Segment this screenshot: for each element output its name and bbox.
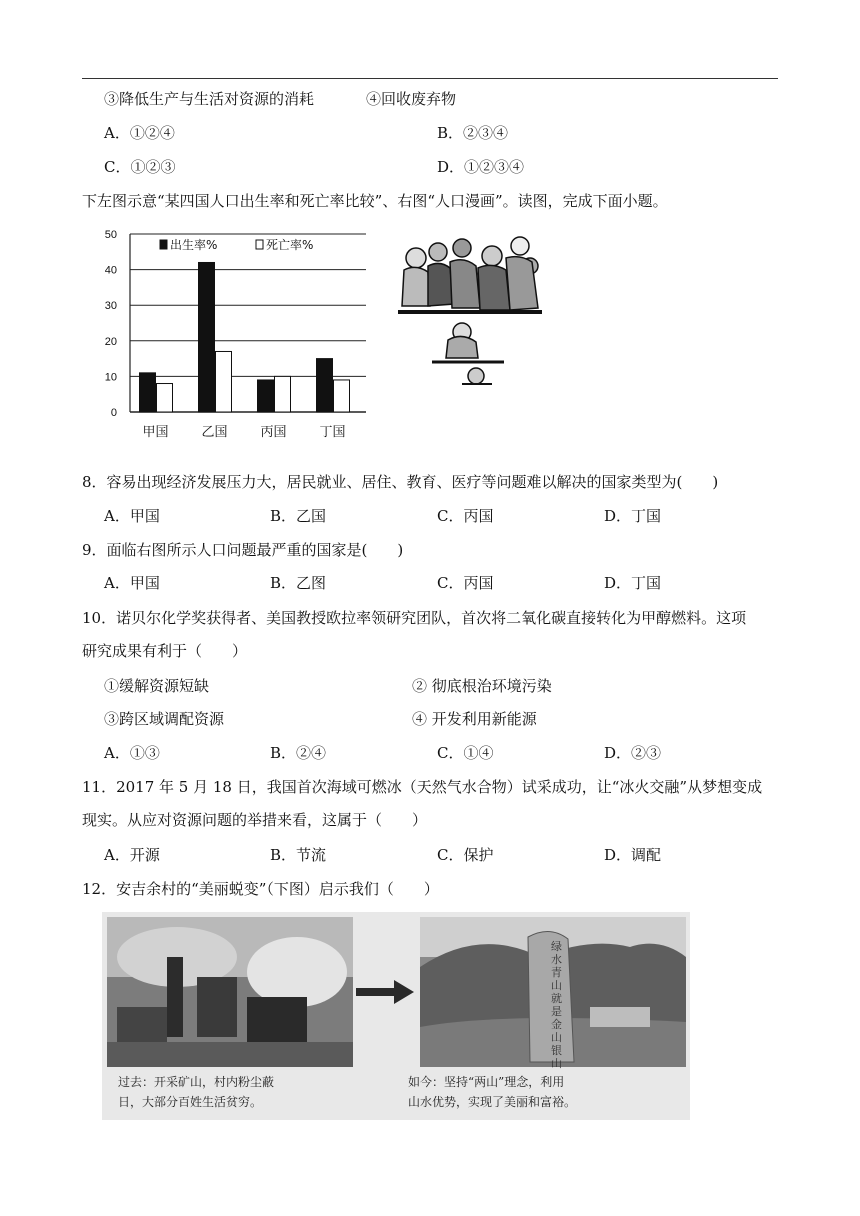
y-tick-label: 40 (104, 264, 117, 277)
caption-present-line2: 山水优势，实现了美丽和富裕。 (408, 1095, 577, 1109)
q11-stem-line1: 11．2017 年 5 月 18 日，我国首次海域可燃冰（天然气水合物）试采成功，让“冰火交融”从梦想变成 (82, 778, 763, 796)
y-tick-label: 0 (110, 407, 117, 419)
q11-option-b[interactable]: B．节流 (270, 846, 327, 864)
stone-inscription: 绿水青山就是金山银山 (551, 940, 562, 1070)
q11-stem-line2: 现实。从应对资源问题的举措来看，这属于（ ） (82, 811, 428, 829)
q12-stem: 12．安吉余村的“美丽蜕变”（下图）启示我们（ ） (82, 880, 439, 898)
arrow-right-icon (354, 978, 416, 1006)
x-tick-label: 丁国 (319, 425, 346, 440)
q7-item-3: ③降低生产与生活对资源的消耗 (104, 90, 315, 108)
bar-death-1 (216, 351, 232, 412)
q8-stem: 8．容易出现经济发展压力大，居民就业、居住、教育、医疗等问题难以解决的国家类型为( ) (82, 473, 719, 491)
q8-option-c[interactable]: C．丙国 (437, 507, 494, 525)
yucun-photo-panel (102, 912, 690, 1120)
legend-label: 死亡率% (266, 238, 314, 252)
bar-birth-1 (199, 262, 215, 412)
x-tick-label: 甲国 (142, 425, 169, 440)
q9-option-c[interactable]: C．丙国 (437, 574, 494, 592)
bar-birth-2 (258, 380, 274, 412)
q10-item-1: ①缓解资源短缺 (104, 677, 210, 695)
bar-birth-3 (317, 359, 333, 412)
q10-item-4: ④ 开发利用新能源 (412, 710, 537, 728)
q7-option-b[interactable]: B．②③④ (437, 124, 509, 142)
q8-option-d[interactable]: D．丁国 (604, 507, 662, 525)
q9-option-a[interactable]: A．甲国 (104, 574, 160, 592)
x-tick-label: 丙国 (260, 425, 287, 440)
q7-option-d[interactable]: D．①②③④ (437, 158, 525, 176)
header-rule (82, 78, 778, 79)
y-tick-label: 10 (104, 371, 117, 384)
caption-present-line1: 如今：坚持“两山”理念，利用 (408, 1075, 565, 1089)
legend-swatch (160, 240, 167, 249)
legend-swatch (256, 240, 263, 249)
q10-option-d[interactable]: D．②③ (604, 744, 662, 762)
bar-death-2 (275, 376, 291, 412)
q9-option-b[interactable]: B．乙图 (270, 574, 327, 592)
q7-item-4: ④回收废弃物 (366, 90, 457, 108)
q7-option-a[interactable]: A．①②④ (104, 124, 175, 142)
q10-option-b[interactable]: B．②④ (270, 744, 327, 762)
birth-death-rate-chart (96, 222, 376, 444)
q10-item-3: ③跨区域调配资源 (104, 710, 225, 728)
x-tick-label: 乙国 (201, 425, 228, 440)
legend-label: 出生率% (170, 238, 218, 252)
caption-past-line2: 日，大部分百姓生活贫穷。 (118, 1095, 263, 1109)
bar-birth-0 (140, 373, 156, 412)
caption-past-line1: 过去：开采矿山，村内粉尘蔽 (118, 1075, 275, 1089)
q10-option-a[interactable]: A．①③ (104, 744, 160, 762)
y-tick-label: 30 (104, 300, 117, 313)
q7-option-c[interactable]: C．①②③ (104, 158, 176, 176)
q8-option-b[interactable]: B．乙国 (270, 507, 327, 525)
q9-option-d[interactable]: D．丁国 (604, 574, 662, 592)
q11-option-d[interactable]: D．调配 (604, 846, 662, 864)
q8-option-a[interactable]: A．甲国 (104, 507, 160, 525)
mining-past-photo (107, 917, 353, 1067)
population-cartoon (392, 228, 548, 388)
intro-text: 下左图示意“某四国人口出生率和死亡率比较”、右图“人口漫画”。读图，完成下面小题。 (82, 192, 668, 210)
y-tick-label: 20 (104, 335, 117, 348)
q11-option-a[interactable]: A．开源 (104, 846, 160, 864)
q11-option-c[interactable]: C．保护 (437, 846, 494, 864)
q10-item-2: ② 彻底根治环境污染 (412, 677, 552, 695)
q10-stem-line2: 研究成果有利于（ ） (82, 642, 248, 660)
q9-stem: 9．面临右图所示人口问题最严重的国家是( ) (82, 541, 404, 559)
y-tick-label: 50 (104, 229, 117, 241)
bar-death-3 (334, 380, 350, 412)
q10-stem-line1: 10．诺贝尔化学奖获得者、美国教授欧拉率领研究团队，首次将二氧化碳直接转化为甲醇燃料。这项 (82, 609, 747, 627)
q10-option-c[interactable]: C．①④ (437, 744, 494, 762)
bar-death-0 (157, 384, 173, 412)
